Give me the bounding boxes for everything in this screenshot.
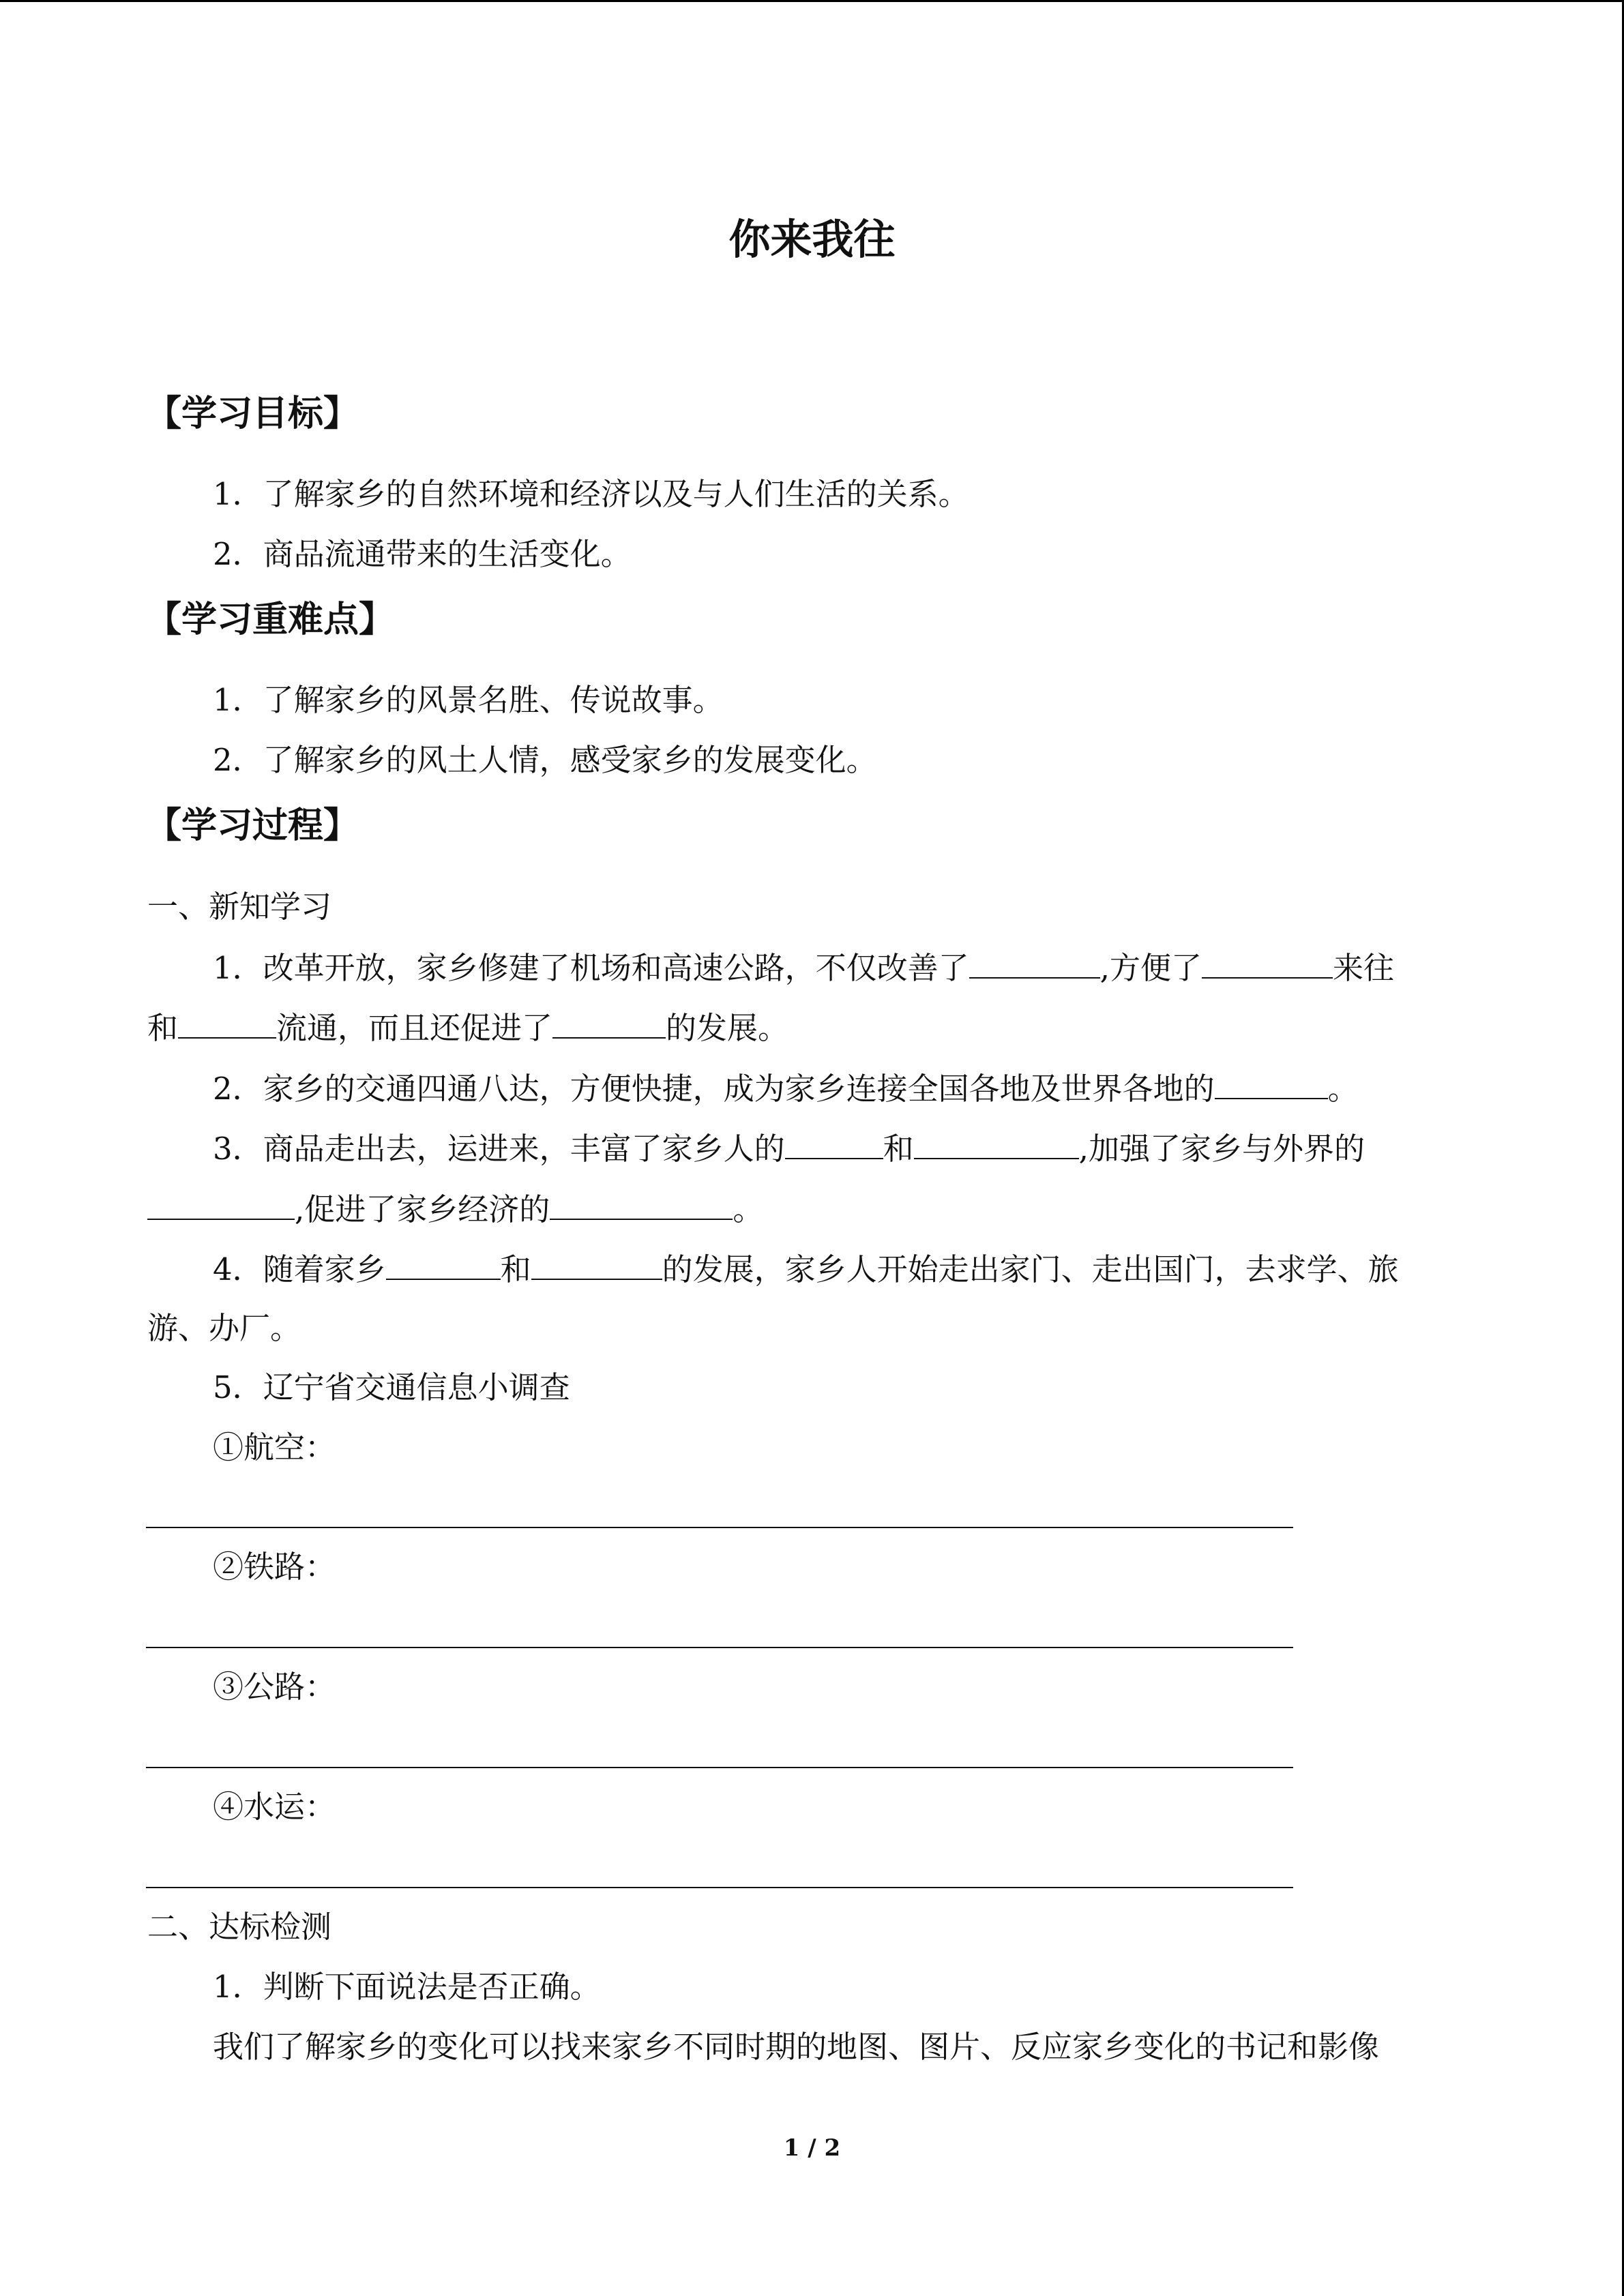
q1-text-b: ,方便了 bbox=[1099, 950, 1202, 986]
q1-text-f: 的发展。 bbox=[666, 1010, 789, 1046]
survey-railway-label: ②铁路： bbox=[213, 1549, 336, 1585]
answer-line[interactable] bbox=[146, 1647, 1293, 1648]
survey-waterway-label: ④水运： bbox=[213, 1789, 336, 1825]
fill-blank[interactable] bbox=[969, 947, 1100, 979]
goals-heading: 【学习目标】 bbox=[146, 393, 359, 434]
fill-blank[interactable] bbox=[386, 1249, 501, 1280]
answer-line[interactable] bbox=[146, 1527, 1293, 1528]
fill-blank[interactable] bbox=[550, 1189, 733, 1220]
question-3-line-2 bbox=[147, 1189, 763, 1230]
q4-text-b: 和 bbox=[500, 1251, 531, 1287]
goal-item-1: 1．了解家乡的自然环境和经济以及与人们生活的关系。 bbox=[213, 476, 969, 512]
q3-text-e: 。 bbox=[733, 1191, 764, 1227]
question-5-title: 5．辽宁省交通信息小调查 bbox=[213, 1369, 570, 1405]
q1-text-a: 1．改革开放，家乡修建了机场和高速公路，不仅改善了 bbox=[213, 950, 969, 986]
q3-text-d: ,促进了家乡经济的 bbox=[295, 1191, 550, 1227]
fill-blank[interactable] bbox=[552, 1007, 666, 1039]
part2-question-1: 1．判断下面说法是否正确。 bbox=[213, 1969, 601, 2005]
q2-text-b: 。 bbox=[1327, 1071, 1359, 1107]
q1-text-e: 流通，而且还促进了 bbox=[276, 1010, 553, 1046]
q3-text-c: ,加强了家乡与外界的 bbox=[1078, 1131, 1365, 1167]
question-3-line-1 bbox=[213, 1128, 1365, 1169]
question-4-line-2: 游、办厂。 bbox=[147, 1310, 301, 1346]
fill-blank[interactable] bbox=[178, 1007, 276, 1039]
part2-title: 二、达标检测 bbox=[147, 1909, 332, 1945]
question-1-line-1 bbox=[213, 947, 1394, 989]
q4-text-a: 4．随着家乡 bbox=[213, 1251, 386, 1287]
part2-question-1-text: 我们了解家乡的变化可以找来家乡不同时期的地图、图片、反应家乡变化的书记和影像 bbox=[213, 2029, 1380, 2065]
question-2 bbox=[213, 1068, 1359, 1109]
keypoint-item-1: 1．了解家乡的风景名胜、传说故事。 bbox=[213, 682, 724, 718]
keypoints-heading: 【学习重难点】 bbox=[146, 599, 395, 640]
q3-text-a: 3．商品走出去，运进来，丰富了家乡人的 bbox=[213, 1131, 785, 1167]
question-4-line-1 bbox=[213, 1249, 1399, 1290]
q2-text-a: 2．家乡的交通四通八达，方便快捷，成为家乡连接全国各地及世界各地的 bbox=[213, 1071, 1215, 1107]
answer-line[interactable] bbox=[146, 1887, 1293, 1888]
fill-blank[interactable] bbox=[914, 1128, 1079, 1159]
fill-blank[interactable] bbox=[785, 1128, 883, 1159]
fill-blank[interactable] bbox=[531, 1249, 662, 1280]
goal-item-2: 2．商品流通带来的生活变化。 bbox=[213, 536, 632, 572]
fill-blank[interactable] bbox=[1202, 947, 1333, 979]
page-title: 你来我往 bbox=[728, 215, 896, 264]
q4-text-c: 的发展，家乡人开始走出家门、走出国门，去求学、旅 bbox=[662, 1251, 1399, 1287]
question-1-line-2 bbox=[147, 1007, 788, 1049]
q3-text-b: 和 bbox=[883, 1131, 914, 1167]
fill-blank[interactable] bbox=[1215, 1068, 1328, 1099]
fill-blank[interactable] bbox=[147, 1189, 295, 1220]
survey-aviation-label: ①航空： bbox=[213, 1429, 336, 1465]
part1-title: 一、新知学习 bbox=[147, 889, 332, 925]
process-heading: 【学习过程】 bbox=[146, 805, 359, 846]
keypoint-item-2: 2．了解家乡的风土人情，感受家乡的发展变化。 bbox=[213, 742, 877, 778]
survey-highway-label: ③公路： bbox=[213, 1669, 336, 1705]
answer-line[interactable] bbox=[146, 1767, 1293, 1768]
page-number: 1 / 2 bbox=[783, 2134, 841, 2162]
q1-text-c: 来往 bbox=[1332, 950, 1394, 986]
q1-text-d: 和 bbox=[147, 1010, 179, 1046]
